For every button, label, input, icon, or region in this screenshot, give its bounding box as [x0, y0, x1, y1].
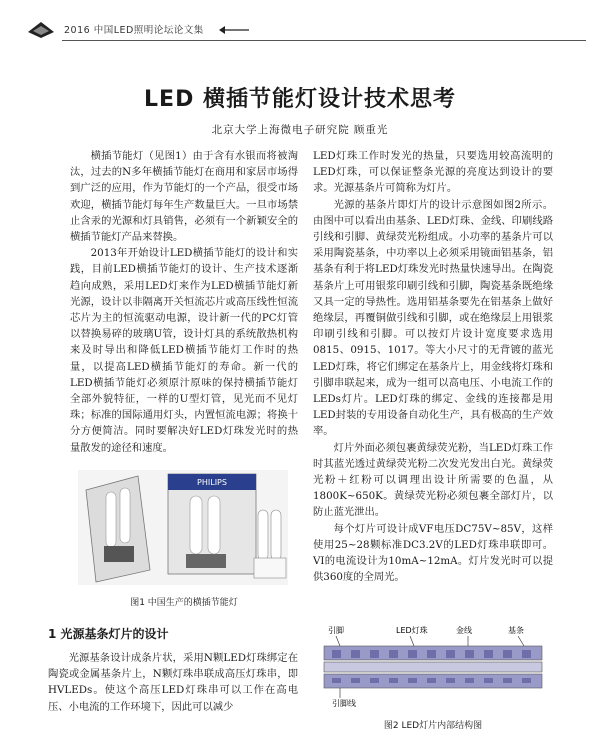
label-pin: 引脚 [328, 626, 344, 635]
led-chip [484, 653, 493, 658]
paper-title: LED 横插节能灯设计技术思考 [144, 87, 456, 112]
left-column [70, 148, 298, 456]
running-head: 2016 中国LED照明论坛论文集 [64, 25, 204, 36]
paragraph: 光源的基条片即灯片的设计示意图如图2所示。由图中可以看出由基条、LED灯珠、金线、印刷线路引线和引脚、黄绿荧光粉组成。小功率的基条片可以采用陶瓷基条，中功率以上必须采用镜面铝基条，铝基条有利于将LED灯珠发光时热量快速导出。在陶瓷基条片上可用银浆印刷引线和引脚，陶瓷基条既绝缘又具一定的导热性。选用铝基条要先在铝基条上做好绝缘层，再覆铜做引线和引脚，或在绝缘层上用银浆印刷引线和引脚。可以按灯片设计宽度要求选用0815、0915、1017。等大小尺寸的无背镀的蓝光LED灯珠，将它们绑定在基条片上，用金线将灯珠和引脚串联起来，成为一组可以高电压、小电流工作的LEDs灯片。LED灯珠的绑定、金线的连接都是用LED封装的专用设备自动化生产，具有极高的生产效率。 [313, 198, 553, 438]
section-1-text [48, 650, 298, 715]
led-chip [408, 678, 417, 683]
led-chip [503, 653, 512, 658]
right-column [313, 148, 553, 585]
label-led: LED灯珠 [396, 626, 428, 635]
led-chip [389, 678, 398, 683]
lamp-package-right [168, 474, 256, 574]
led-chip [389, 653, 398, 658]
led-chip [332, 678, 341, 683]
label-gold-wire: 金线 [456, 626, 472, 635]
page-header [24, 18, 584, 40]
figure-1-photo [78, 470, 288, 585]
paragraph: 每个灯片可设计成VF电压DC75V~85V，这样使用25~28颗标准DC3.2V的LED灯珠串联即可。VI的电流设计为10mA~12mA。灯片发光时可以提供360度的全周光。 [313, 522, 553, 584]
led-chip [465, 653, 474, 658]
brand-label: PHILIPS [197, 478, 227, 487]
led-chip [484, 678, 493, 683]
paragraph: 光源基条设计成条片状，采用N颗LED灯珠绑定在陶瓷或金属基条片上，N颗灯珠串联成高压灯珠串，即HVLEDs。使这个高压LED灯珠串可以工作在高电压、小电流的工作环境下，因此可以减少 [48, 652, 298, 713]
led-chip [522, 678, 531, 683]
header-rule [62, 40, 586, 41]
led-chip [446, 678, 455, 683]
led-chip [503, 678, 512, 683]
led-chip [332, 653, 341, 658]
label-substrate: 基条 [508, 626, 524, 635]
led-chip [408, 653, 417, 658]
led-chip [465, 678, 474, 683]
figure-1-caption: 图1 中国生产的横插节能灯 [130, 598, 238, 608]
led-chip [522, 653, 531, 658]
section-heading: 1 光源基条灯片的设计 [48, 627, 169, 641]
figure-2-caption: 图2 LED灯片内部结构图 [383, 721, 483, 731]
led-chip [351, 653, 360, 658]
paragraph: LED灯珠工作时发光的热量，只要选用较高流明的LED灯珠，可以保证整条光源的亮度达到设计的要求。光源基条片可简称为灯片。 [313, 150, 553, 195]
led-chip [427, 653, 436, 658]
arrow-left-icon [219, 26, 249, 34]
paragraph: 2013年开始设计LED横插节能灯的设计和实践，目前LED横插节能灯的设计、生产技术逐渐趋向成熟，采用LED灯来作为LED横插节能灯新光源，设计以非隔离开关恒流芯片或高压线性恒流芯片为主的恒流驱动电源，设计新一代的PC灯管以替换易碎的玻璃U管，设计灯具的系统散热机构来及时导出和降低LED横插节能灯工作时的热量，以提高LED横插节能灯的寿命。新一代的LED横插节能灯必须原汁原味的保持横插节能灯全部外貌特征，一样的U型灯管，见光而不见灯珠；标准的国际通用灯头，内置恒流电源；将换十分方便简洁。同时要解决好LED灯珠发光时的热量散发的途径和速度。 [70, 247, 298, 454]
paragraph: 横插节能灯（见图1）由于含有水银而将被淘汰，过去的N多年横插节能灯在商用和家居市场得到广泛的应用，作为节能灯的一个产品，很受市场欢迎，横插节能灯每年生产数量巨大。一旦市场禁止含汞的光源和灯具销售，必须有一个新颖安全的横插节能灯产品来替换。 [70, 150, 298, 244]
led-chip [446, 653, 455, 658]
led-chip [351, 678, 360, 683]
paragraph: 灯片外面必须包裹黄绿荧光粉，当LED灯珠工作时其蓝光透过黄绿荧光粉二次发光发出白光。黄绿荧光粉＋红粉可以调理出设计所需要的色温，从1800K~650K。黄绿荧光粉必须包裹全部灯片，以防止蓝光泄出。 [313, 441, 553, 519]
author-line: 北京大学上海微电子研究院 顾重光 [211, 124, 389, 136]
label-lead-wire: 引脚线 [332, 699, 356, 708]
figure-2-diagram [318, 620, 548, 712]
led-chip [370, 678, 379, 683]
journal-logo-icon [24, 18, 58, 40]
led-chip [427, 678, 436, 683]
lamp-package-left [86, 476, 150, 582]
led-chip [370, 653, 379, 658]
